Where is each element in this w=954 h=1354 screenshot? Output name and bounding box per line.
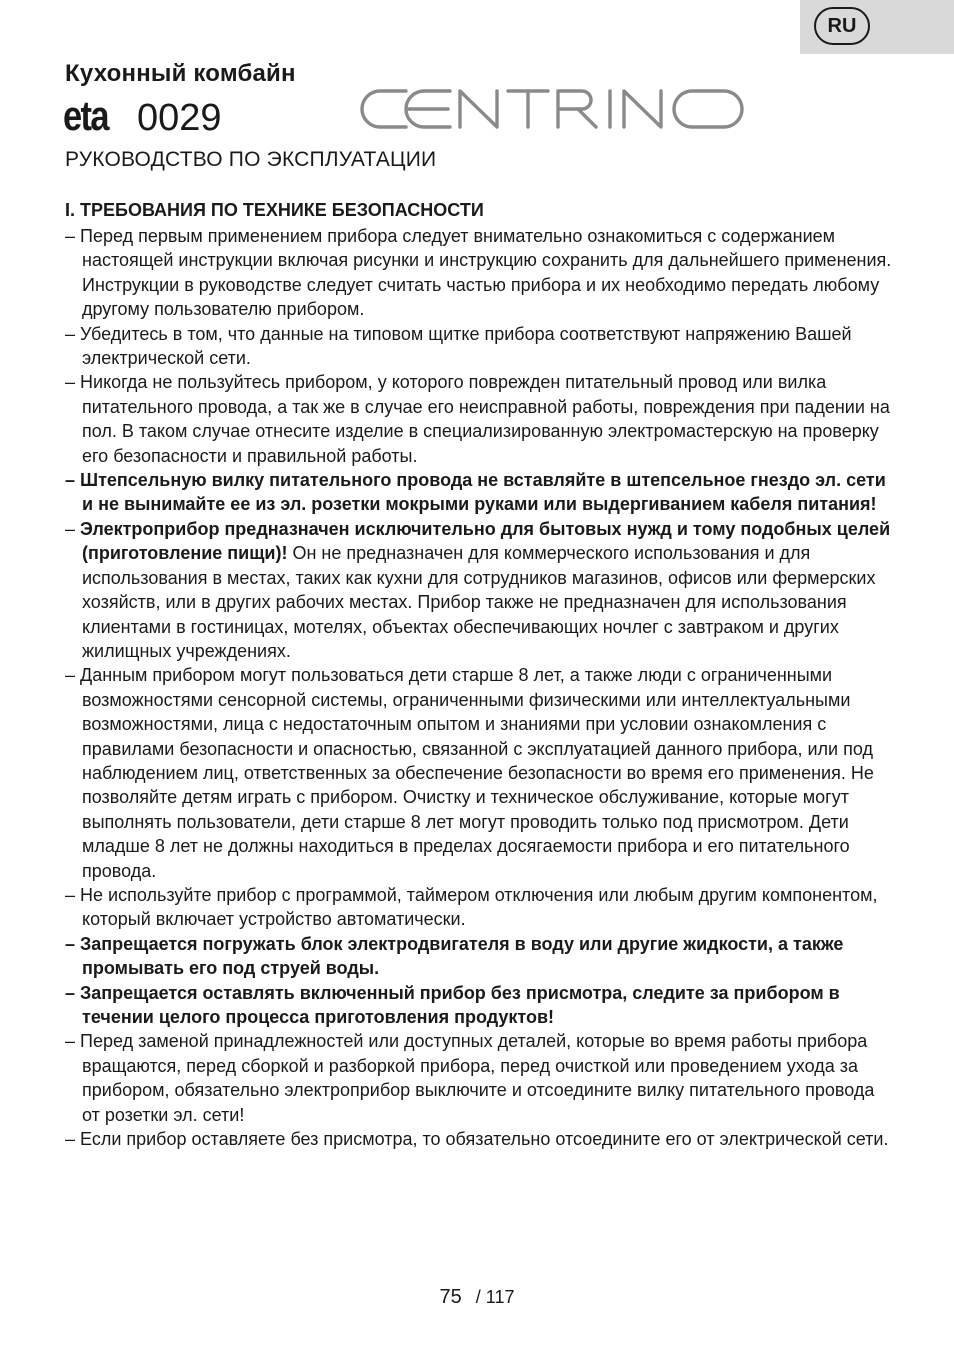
list-item: – Никогда не пользуйтесь прибором, у которого поврежден питательный провод или вилка питательного провода, а так же в случае его неисправной работы, повреждения при падении на пол. В таком случае отнесите изделие в специализированную электромастерскую на проверку его безопасности и правильной работы. [65,372,890,466]
list-item: – Данным прибором могут пользоваться дети старше 8 лет, а также люди с ограниченными возможностями сенсорной системы, ограниченными физическими или интеллектуальными возможностями, лица с недостаточным опытом и знаниями при условии ознакомления с правилами безопасности и опасностью, связанной с эксплуатацией данного прибора, или под наблюдением лиц, ответственных за обеспечение безопасности во время его применения. Не позволяйте детям играть с прибором. Очистку и техническое обслуживание, которые могут выполнять пользователи, дети старше 8 лет могут проводить только под присмотром. Дети младше 8 лет не должны находиться в пределах досягаемости прибора и его питательного провода. [65,665,874,881]
list-item-dash: – [65,518,81,539]
list-item: – Убедитесь в том, что данные на типовом щитке прибора соответствуют напряжению Вашей электрической сети. [65,323,852,369]
list-item-emphasis: Электроприбор предназначен исключительно для бытовых нужд и тому подобных целей (приготовление пищи)! [80,518,891,564]
list-item: – Не используйте прибор с программой, таймером отключения или любым другим компонентом, который включает устройство автоматически. [65,884,878,930]
current-page: 75 [439,1286,462,1308]
manual-title: РУКОВОДСТВО ПО ЭКСПЛУАТАЦИИ [65,148,437,171]
total-pages: / 117 [475,1287,515,1307]
list-item: – Если прибор оставляете без присмотра, то обязательно отсоедините его от электрической сети. [65,1129,889,1150]
page-number [0,1286,954,1309]
centrino-logo [360,85,750,135]
product-title: Кухонный комбайн [65,60,296,87]
list-item: – Перед первым применением прибора следует внимательно ознакомиться с содержанием настоящей инструкции включая рисунки и инструкцию сохранить для дальнейшего применения. Инструкции в руководстве следует считать частью прибора и их необходимо передать любому другому пользователю прибором. [65,226,892,320]
list-item-warning: – Штепсельную вилку питательного провода не вставляйте в штепсельное гнездо эл. сети и не вынимайте ее из эл. розетки мокрыми руками или выдергиванием кабеля питания! [65,470,886,515]
list-item-warning: – Запрещается оставлять включенный прибор без присмотра, следите за прибором в течении целого процесса приготовления продуктов! [65,982,840,1027]
list-item: – Перед заменой принадлежностей или доступных деталей, которые во время работы прибора вращаются, перед сборкой и разборкой прибора, перед очисткой или проведением ухода за прибором, обязательно электроприбор выключите и отсоедините вилку питательного провода от розетки эл. сети! [65,1031,875,1125]
brand-name: eta [63,92,108,139]
list-item-text: Он не предназначен для коммерческого использования и для использования в местах, таких как кухни для сотрудников магазинов, офисов или фермерских хозяйств, или в других рабочих местах. Прибор также не предназначен для использования клиентами в гостиницах, мотелях, объектах обеспечивающих ночлег с завтраком и других жилищных учреждениях. [82,543,876,661]
safety-instructions [65,224,895,1151]
section-heading: I. ТРЕБОВАНИЯ ПО ТЕХНИКЕ БЕЗОПАСНОСТИ [65,200,484,220]
list-item [65,517,895,663]
list-item-warning: – Запрещается погружать блок электродвигателя в воду или другие жидкости, а также промывать его под струей воды. [65,933,844,979]
model-line [63,92,222,144]
language-badge: RU [814,7,870,45]
model-number: 0029 [137,97,222,139]
